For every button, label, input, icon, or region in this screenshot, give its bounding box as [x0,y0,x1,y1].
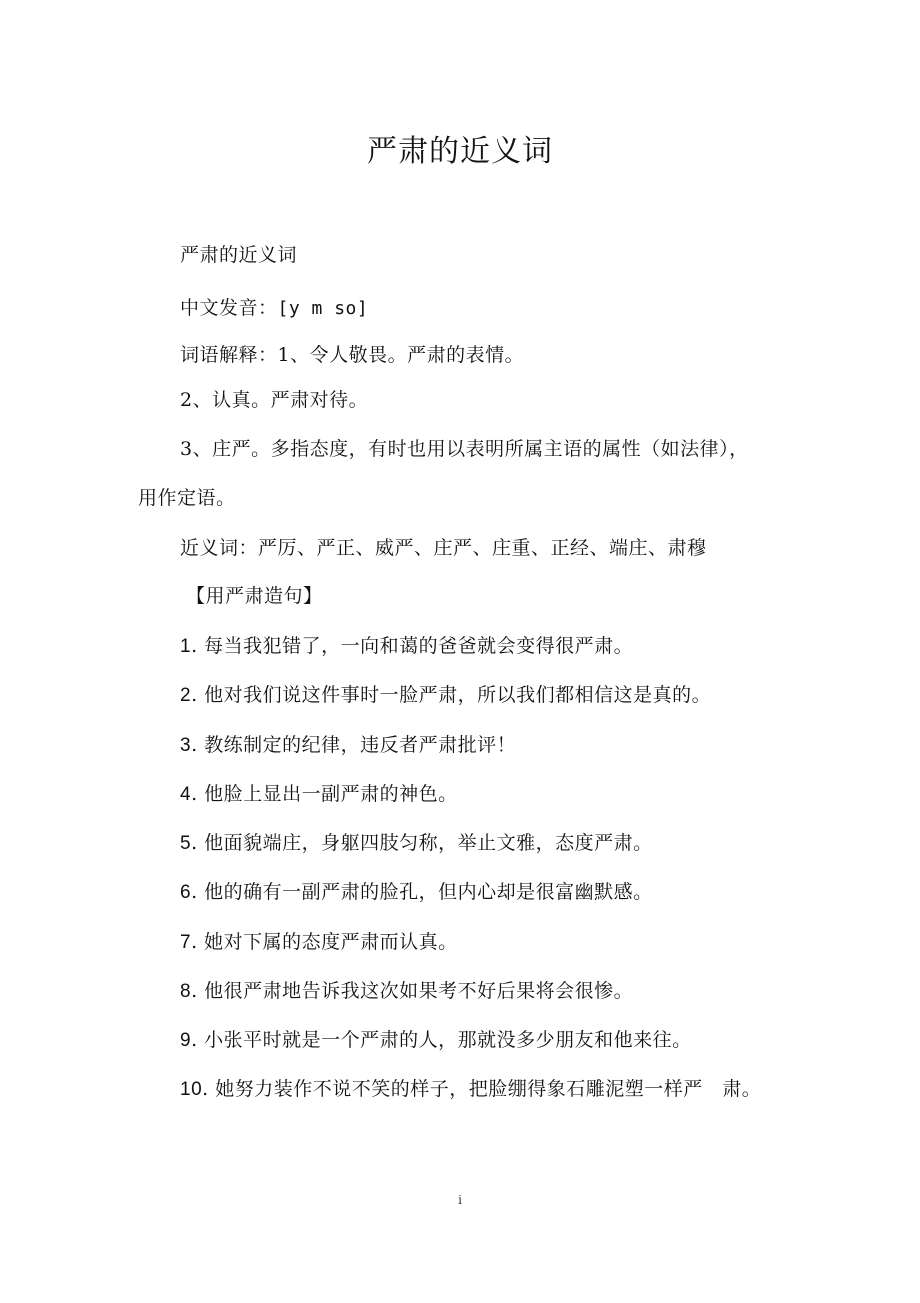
sentence-item: 10. 她努力装作不说不笑的样子，把脸绷得象石雕泥塑一样严 肃。 [180,1078,762,1100]
sentence-item: 9. 小张平时就是一个严肃的人，那就没多少朋友和他来往。 [180,1029,692,1051]
sentence-item: 4. 他脸上显出一副严肃的神色。 [180,783,458,805]
document-title: 严肃的近义词 [367,134,553,169]
sentence-item: 2. 他对我们说这件事时一脸严肃，所以我们都相信这是真的。 [180,684,712,706]
sentence-item: 7. 她对下属的态度严肃而认真。 [180,931,458,953]
sentence-item: 3. 教练制定的纪律，违反者严肃批评！ [180,734,517,756]
meaning-2-line: 2、认真。严肃对待。 [180,389,369,411]
sentence-item: 8. 他很严肃地告诉我这次如果考不好后果将会很惨。 [180,980,634,1002]
meaning-3-continuation: 用作定语。 [138,487,236,509]
section-heading: 【用严肃造句】 [186,585,323,607]
subtitle: 严肃的近义词 [180,244,298,266]
explanation-line: 词语解释：1、令人敬畏。严肃的表情。 [180,344,525,366]
sentence-item: 5. 他面貌端庄，身躯四肢匀称，举止文雅，态度严肃。 [180,832,653,854]
sentence-item: 6. 他的确有一副严肃的脸孔，但内心却是很富幽默感。 [180,881,653,903]
synonyms-line: 近义词：严厉、严正、威严、庄严、庄重、正经、端庄、肃穆 [180,537,707,559]
pronunciation-value: [y m so] [277,298,369,319]
page-number: i [458,1193,462,1207]
pronunciation-line [180,295,368,322]
pronunciation-label: 中文发音： [180,297,278,319]
sentence-item: 1. 每当我犯错了，一向和蔼的爸爸就会变得很严肃。 [180,635,634,657]
meaning-3-line: 3、庄严。多指态度，有时也用以表明所属主语的属性（如法律）， [180,438,749,460]
